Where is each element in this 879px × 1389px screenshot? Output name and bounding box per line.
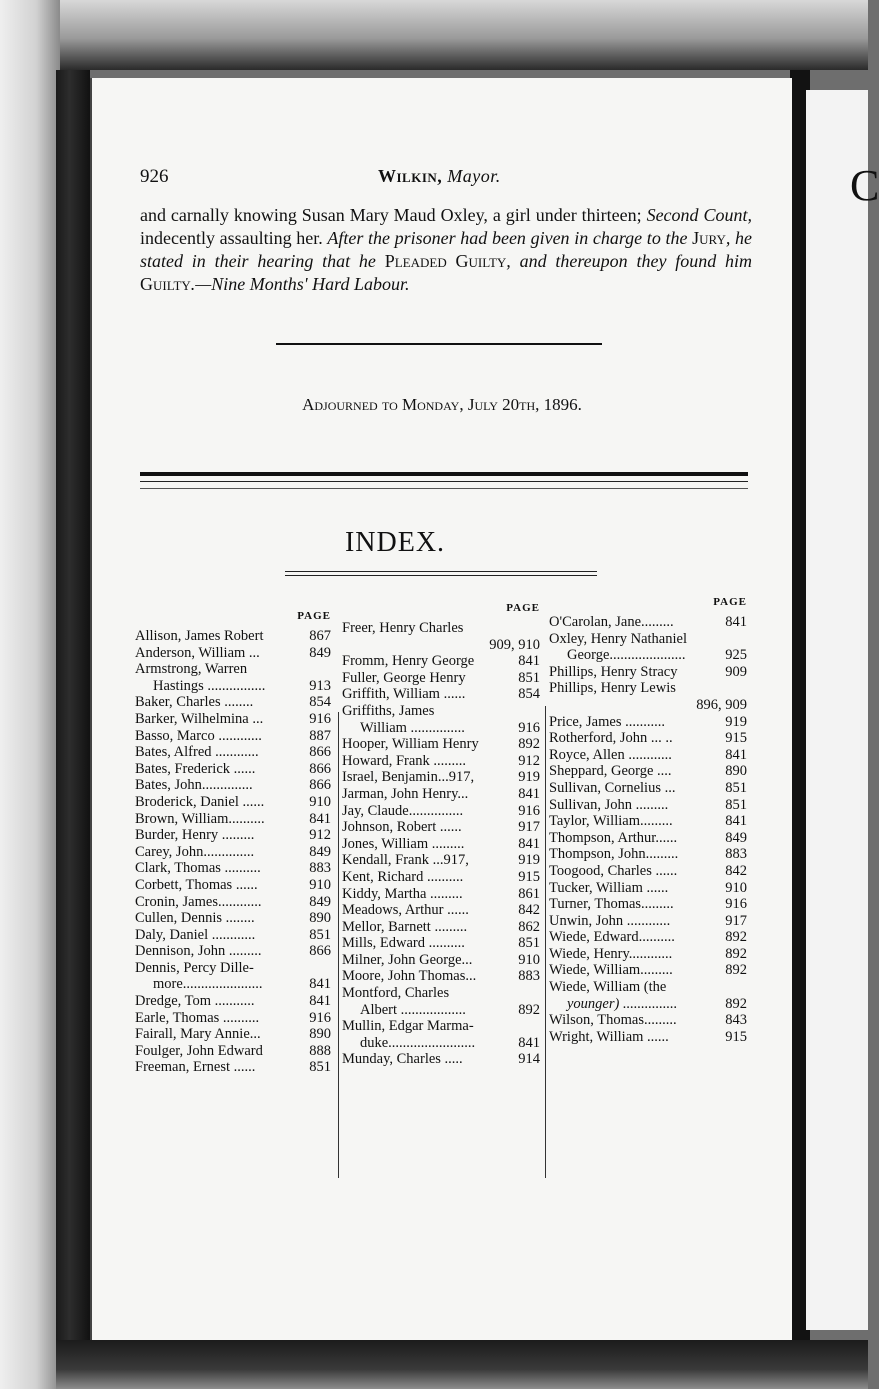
index-entry-page: 842 [725, 862, 747, 879]
index-entry-name: Freeman, Ernest ...... [135, 1059, 256, 1076]
index-entry-name: Mullin, Edgar Marma- [342, 1018, 474, 1035]
index-entry [342, 1051, 540, 1068]
index-entry [135, 711, 331, 728]
index-entry [342, 653, 540, 670]
index-entry-page: 866 [309, 744, 331, 761]
index-entry-page: 917 [518, 819, 540, 836]
index-entry-name: Thompson, John......... [549, 846, 679, 863]
index-entry [549, 913, 747, 930]
index-entry-name: Taylor, William......... [549, 813, 673, 830]
index-entry-page: 883 [725, 846, 747, 863]
index-entry-name: Carey, John.............. [135, 843, 255, 860]
index-entry-page: 851 [309, 1059, 331, 1076]
para-text-5: Jury [692, 228, 726, 248]
index-entry-name: Wiede, William (the [549, 979, 667, 996]
index-entry [135, 860, 331, 877]
index-entry-name: Griffiths, James [342, 702, 435, 719]
index-entry-name: Turner, Thomas......... [549, 896, 674, 913]
index-entry-name: duke........................ [360, 1034, 476, 1051]
index-entry-name: Anderson, William ... [135, 644, 260, 661]
index-entry [135, 927, 331, 944]
index-entry [135, 794, 331, 811]
index-entry-page: 841 [309, 976, 331, 993]
index-entry [342, 769, 540, 786]
adjourned-notice: Adjourned to Monday, July 20th, 1896. [302, 395, 582, 414]
index-entry [135, 894, 331, 911]
index-column-3 [549, 594, 747, 1045]
index-entry-name: Milner, John George... [342, 951, 473, 968]
index-entry-name: Wiede, Henry............ [549, 945, 673, 962]
index-entry [342, 736, 540, 753]
index-entry-name: Fromm, Henry George [342, 653, 475, 670]
para-text-8: , and thereupon they found him [506, 251, 753, 271]
index-entry-name: Israel, Benjamin...917, [342, 769, 475, 786]
index-entry [135, 844, 331, 861]
index-entry-page: 887 [309, 727, 331, 744]
index-entry [342, 836, 540, 853]
index-entry-name: Rotherford, John ... .. [549, 730, 673, 747]
index-entry-name: Meadows, Arthur ...... [342, 902, 469, 919]
index-entry-name: Wiede, William......... [549, 962, 673, 979]
para-text-1: and carnally knowing Susan Mary Maud Oxley, a girl under thirteen; [140, 205, 642, 225]
index-entry-page: 851 [725, 779, 747, 796]
index-entry-name: Jay, Claude............... [342, 802, 464, 819]
index-entries [342, 620, 540, 1068]
index-entry [549, 962, 747, 979]
index-entry-name: William ............... [360, 719, 465, 736]
running-head-title: Mayor. [447, 166, 501, 186]
index-entry-page: 851 [518, 935, 540, 952]
index-entry [135, 976, 331, 993]
index-entry-name: Corbett, Thomas ...... [135, 876, 258, 893]
index-entry-name: Earle, Thomas .......... [135, 1009, 260, 1026]
index-entry-page: 841 [518, 1034, 540, 1051]
index-entry-page: 914 [518, 1051, 540, 1068]
column-page-heading: PAGE [506, 602, 540, 614]
index-entry-name: Sheppard, George .... [549, 763, 672, 780]
index-entry [342, 703, 540, 720]
index-entry [342, 1035, 540, 1052]
scan-left-border [0, 0, 60, 1389]
running-head [378, 166, 501, 187]
index-entry-name: Kendall, Frank ...917, [342, 852, 469, 869]
index-entry-page: 915 [725, 730, 747, 747]
index-entry-name: Hastings ................ [153, 677, 266, 694]
para-text-6: , he stated in their hearing that he [140, 228, 752, 271]
index-entry [342, 620, 540, 637]
index-entry-page: 849 [309, 644, 331, 661]
index-entries [549, 614, 747, 1045]
index-entry-name: Montford, Charles [342, 985, 450, 1002]
index-entry-page: 841 [518, 653, 540, 670]
next-page-glyph: C [850, 161, 879, 210]
index-entry-page: 916 [309, 710, 331, 727]
index-entry-page: 849 [309, 893, 331, 910]
index-entry-page: 919 [725, 713, 747, 730]
index-entry [549, 664, 747, 681]
index-entry-name: Griffith, William ...... [342, 686, 466, 703]
index-entry-name: Wilson, Thomas......... [549, 1012, 677, 1029]
index-entry [135, 661, 331, 678]
index-entry [135, 910, 331, 927]
index-entry-name: Burder, Henry ......... [135, 827, 255, 844]
index-entry-name: Wright, William ...... [549, 1028, 669, 1045]
index-entry-page: 925 [725, 647, 747, 664]
index-entry-name: Foulger, John Edward [135, 1042, 263, 1059]
index-entry-name: Armstrong, Warren [135, 661, 248, 678]
column-divider [338, 712, 339, 1178]
index-entry [135, 628, 331, 645]
index-entry-page: 916 [518, 802, 540, 819]
index-entry-name: Sullivan, Cornelius ... [549, 779, 676, 796]
index-entry-page: 867 [309, 628, 331, 644]
index-entry [342, 670, 540, 687]
index-entry [135, 960, 331, 977]
scan-top-border [0, 0, 868, 70]
index-entry-name: Wiede, Edward.......... [549, 929, 675, 946]
index-entry [342, 786, 540, 803]
scan-bottom-border [56, 1340, 868, 1389]
index-entry-name: Baker, Charles ........ [135, 694, 254, 711]
index-entry-name: Royce, Allen ............ [549, 746, 672, 763]
index-entry-page: 841 [725, 614, 747, 630]
index-entry [549, 747, 747, 764]
index-entry [342, 686, 540, 703]
index-entry-page: 851 [518, 669, 540, 686]
index-entry [549, 714, 747, 731]
para-text-7: Pleaded Guilty [384, 251, 507, 271]
index-entry-page: 866 [309, 760, 331, 777]
para-text-9: Guilty [140, 274, 191, 294]
index-entry-name: Tucker, William ...... [549, 879, 669, 896]
index-entry-page: 841 [725, 813, 747, 830]
index-entry-page: 849 [309, 843, 331, 860]
index-entry [549, 946, 747, 963]
index-entry [342, 968, 540, 985]
index-entry-name: Fairall, Mary Annie... [135, 1026, 261, 1043]
index-entry [135, 728, 331, 745]
next-page-edge [806, 90, 879, 1330]
page-number: 926 [140, 166, 169, 187]
index-entry [549, 697, 747, 714]
index-rule-2 [285, 575, 597, 576]
index-entry-name: Unwin, John ............ [549, 912, 671, 929]
index-entry [549, 647, 747, 664]
index-entry-name: Mills, Edward .......... [342, 935, 465, 952]
index-entry-name: Bates, Alfred ............ [135, 744, 259, 761]
index-entry-page: 883 [518, 968, 540, 985]
index-entry-page: 849 [725, 829, 747, 846]
column-page-heading: PAGE [297, 610, 331, 622]
double-rule-thin [140, 481, 748, 482]
index-entry-name: Bates, John.............. [135, 777, 253, 794]
index-entry-name: Jones, William ......... [342, 835, 465, 852]
index-entry-page: 912 [518, 752, 540, 769]
index-entry [135, 877, 331, 894]
para-text-4: After the prisoner had been given in charge to the [327, 228, 693, 248]
index-entry-name: Barker, Wilhelmina ... [135, 710, 264, 727]
index-entry [135, 1026, 331, 1043]
index-entry-page: 896, 909 [696, 696, 747, 713]
index-entry-page: 854 [309, 694, 331, 711]
index-entry-page: 892 [518, 736, 540, 753]
index-entry-name: Fuller, George Henry [342, 669, 466, 686]
index-column-2 [342, 600, 540, 1068]
index-entry-name: Basso, Marco ............ [135, 727, 262, 744]
para-text-2: Second Count, [646, 205, 752, 225]
index-entry-page: 916 [725, 896, 747, 913]
index-entry [549, 1029, 747, 1046]
index-entry [549, 1012, 747, 1029]
index-entry-page: 892 [725, 945, 747, 962]
index-entry [342, 919, 540, 936]
running-head-name: Wilkin, [378, 166, 443, 186]
index-entry-name: Broderick, Daniel ...... [135, 793, 265, 810]
index-entry-name: Oxley, Henry Nathaniel [549, 630, 687, 647]
index-entry-page: 917 [725, 912, 747, 929]
index-entry-page: 909 [725, 663, 747, 680]
index-entry [342, 803, 540, 820]
index-entry-page: 916 [309, 1009, 331, 1026]
index-entry-page: 842 [518, 902, 540, 919]
index-entry [342, 985, 540, 1002]
index-rule [285, 571, 597, 572]
index-entry-name: Dennis, Percy Dille- [135, 959, 254, 976]
index-entry [135, 1010, 331, 1027]
index-entry-page: 910 [518, 951, 540, 968]
index-entry-page: 916 [518, 719, 540, 736]
index-entry-page: 841 [725, 746, 747, 763]
index-title: INDEX. [344, 527, 446, 558]
index-entry-page: 861 [518, 885, 540, 902]
index-entry-page: 854 [518, 686, 540, 703]
index-entry [342, 852, 540, 869]
index-entry [549, 680, 747, 697]
book-spine [56, 70, 90, 1370]
index-entry-name: Phillips, Henry Lewis [549, 680, 676, 697]
index-entry [342, 886, 540, 903]
index-entry [549, 797, 747, 814]
index-entry-page: 888 [309, 1042, 331, 1059]
index-entry-page: 866 [309, 943, 331, 960]
column-divider [545, 706, 546, 1178]
index-entry-name: Cronin, James............ [135, 893, 262, 910]
index-entry-name: younger) ............... [567, 995, 678, 1012]
index-entry [342, 952, 540, 969]
index-entry [342, 753, 540, 770]
index-entry [135, 993, 331, 1010]
column-page-heading: PAGE [713, 596, 747, 608]
index-entry-page: 866 [309, 777, 331, 794]
index-entry [549, 830, 747, 847]
index-entry-name: Daly, Daniel ............ [135, 926, 256, 943]
index-entry-name: Freer, Henry Charles [342, 620, 464, 636]
index-entry-name: Allison, James Robert [135, 628, 264, 644]
index-entry-page: 910 [309, 793, 331, 810]
index-entry-page: 910 [725, 879, 747, 896]
index-entry-page: 892 [725, 929, 747, 946]
index-entry [549, 880, 747, 897]
index-entry-page: 890 [309, 910, 331, 927]
index-entry-name: Bates, Frederick ...... [135, 760, 256, 777]
index-entry [549, 813, 747, 830]
index-entries [135, 628, 331, 1076]
case-paragraph [140, 204, 752, 296]
index-entry-page: 851 [309, 926, 331, 943]
index-entry-name: Munday, Charles ..... [342, 1051, 463, 1068]
index-entry [549, 780, 747, 797]
index-entry [135, 744, 331, 761]
index-entry-page: 890 [725, 763, 747, 780]
index-entry [135, 678, 331, 695]
index-entry-page: 892 [725, 995, 747, 1012]
section-rule [276, 343, 602, 345]
index-entry-page: 892 [725, 962, 747, 979]
index-entry-page: 913 [309, 677, 331, 694]
index-entry [549, 929, 747, 946]
index-entry [549, 631, 747, 648]
index-entry-page: 851 [725, 796, 747, 813]
double-rule-thin-2 [140, 488, 748, 489]
index-entry [549, 863, 747, 880]
index-entry-page: 841 [309, 810, 331, 827]
index-entry [549, 896, 747, 913]
index-entry [549, 846, 747, 863]
index-entry [549, 730, 747, 747]
index-entry [135, 645, 331, 662]
para-text-10: .—Nine Months' Hard Labour. [190, 274, 410, 294]
index-entry-page: 919 [518, 852, 540, 869]
index-entry [135, 761, 331, 778]
index-entry-name: Dennison, John ......... [135, 943, 262, 960]
index-entry-page: 912 [309, 827, 331, 844]
index-entry [342, 637, 540, 654]
index-entry-name: Phillips, Henry Stracy [549, 663, 678, 680]
index-entry-name: Kent, Richard .......... [342, 868, 464, 885]
index-entry-name: more...................... [153, 976, 263, 993]
index-entry-name: Jarman, John Henry... [342, 785, 469, 802]
index-column-1 [135, 608, 331, 1076]
index-entry [135, 811, 331, 828]
index-entry [342, 819, 540, 836]
index-entry-page: 890 [309, 1026, 331, 1043]
index-entry-page: 841 [309, 993, 331, 1010]
index-entry-page: 909, 910 [489, 636, 540, 653]
index-entry-name: Moore, John Thomas... [342, 968, 477, 985]
index-entry-page: 841 [518, 835, 540, 852]
index-entry [342, 935, 540, 952]
index-entry [135, 694, 331, 711]
index-entry-page: 910 [309, 876, 331, 893]
index-entry [135, 777, 331, 794]
double-rule-thick [140, 472, 748, 476]
index-entry [135, 1043, 331, 1060]
index-entry-page: 919 [518, 769, 540, 786]
index-entry [135, 943, 331, 960]
index-entry [549, 614, 747, 631]
para-text-3: indecently assaulting her. [140, 228, 328, 248]
index-entry-name: Kiddy, Martha ......... [342, 885, 463, 902]
index-entry-name: Albert .................. [360, 1001, 466, 1018]
index-entry-page: 883 [309, 860, 331, 877]
index-entry [549, 979, 747, 996]
index-entry-name: Sullivan, John ......... [549, 796, 669, 813]
index-entry-page: 862 [518, 918, 540, 935]
index-entry-name: Mellor, Barnett ......... [342, 918, 468, 935]
index-entry [342, 902, 540, 919]
index-entry [342, 1018, 540, 1035]
index-entry-name: Thompson, Arthur...... [549, 829, 678, 846]
index-entry-page: 841 [518, 785, 540, 802]
index-entry [342, 720, 540, 737]
index-entry [135, 1059, 331, 1076]
index-entry-page: 915 [725, 1028, 747, 1045]
page-header [140, 166, 744, 196]
index-entry-name: Cullen, Dennis ........ [135, 910, 255, 927]
index-entry [342, 869, 540, 886]
index-entry-name: Howard, Frank ......... [342, 752, 467, 769]
index-entry [135, 827, 331, 844]
index-entry [549, 996, 747, 1013]
index-entry-name: Clark, Thomas .......... [135, 860, 261, 877]
index-entry-page: 915 [518, 868, 540, 885]
index-entry-name: Dredge, Tom ........... [135, 993, 255, 1010]
index-entry-name: O'Carolan, Jane......... [549, 614, 674, 630]
index-entry-name: Brown, William.......... [135, 810, 265, 827]
index-entry [342, 1002, 540, 1019]
index-entry-page: 892 [518, 1001, 540, 1018]
index-entry-name: Hooper, William Henry [342, 736, 479, 753]
index-entry-page: 843 [725, 1012, 747, 1029]
index-entry [549, 763, 747, 780]
index-entry-name: Price, James ........... [549, 713, 665, 730]
index-entry-name: Johnson, Robert ...... [342, 819, 462, 836]
index-entry-name: Toogood, Charles ...... [549, 862, 678, 879]
index-entry-name: George..................... [567, 647, 686, 664]
